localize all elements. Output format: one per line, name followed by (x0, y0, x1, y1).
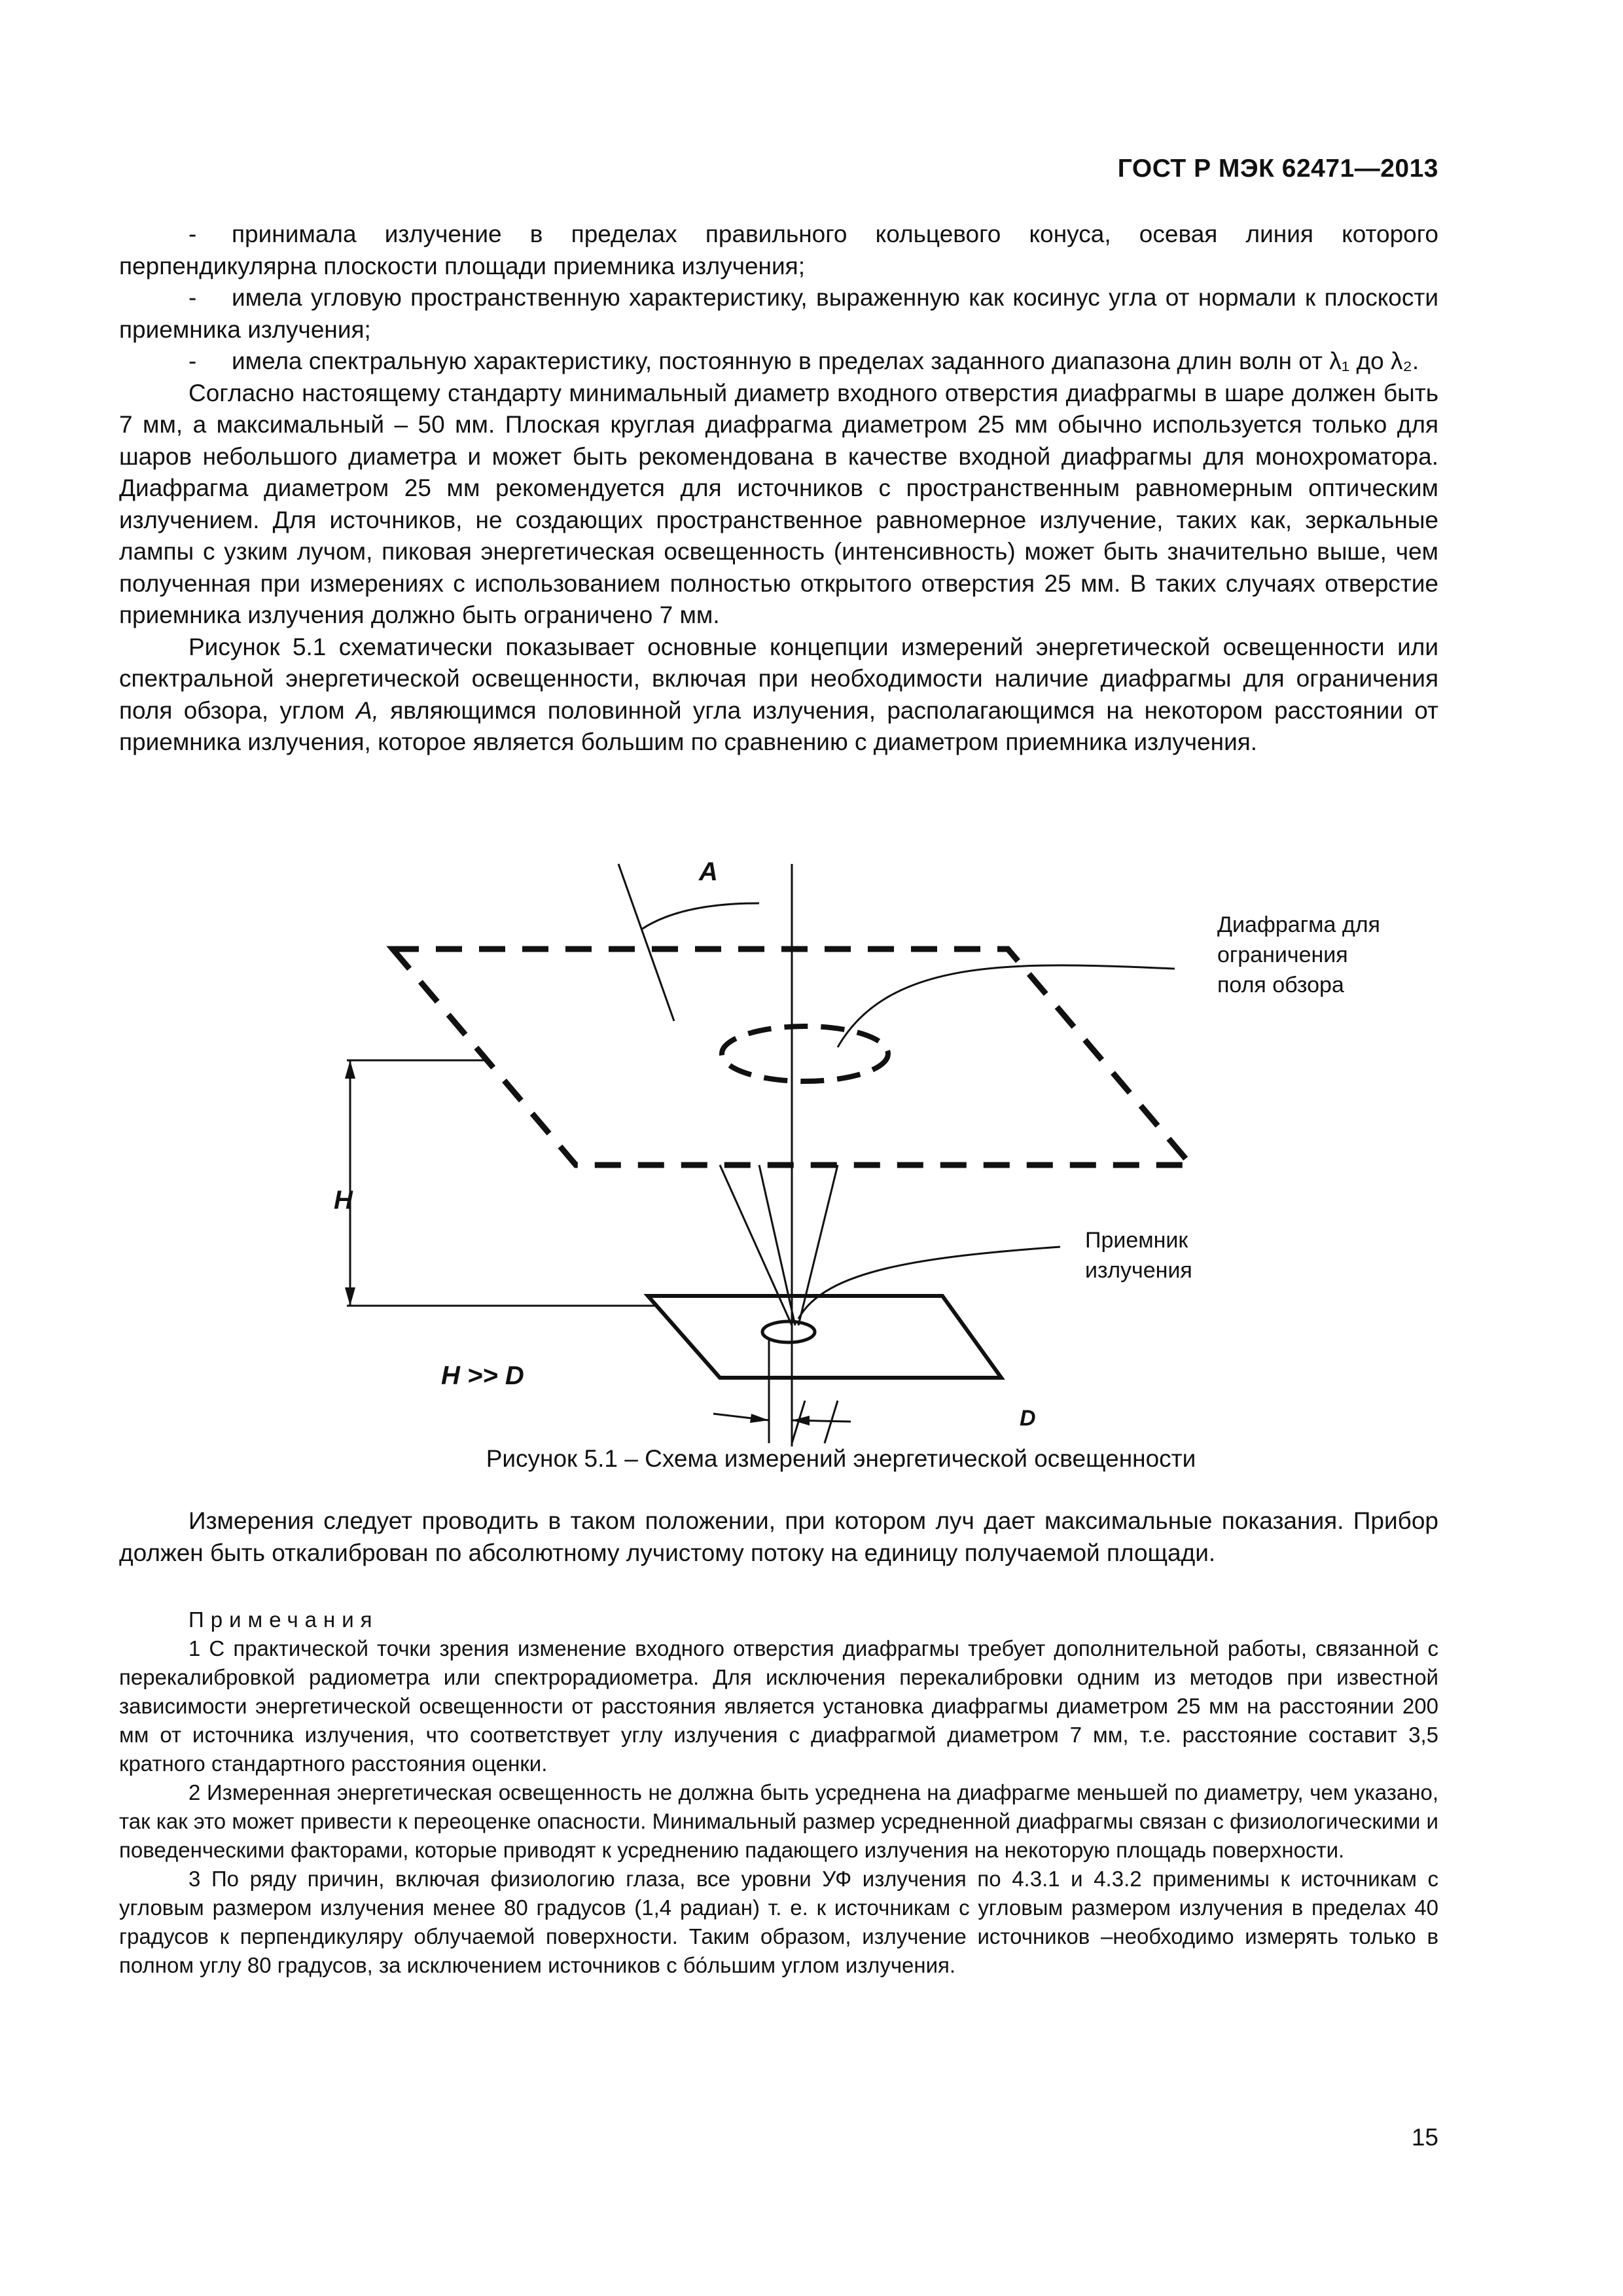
aperture-label-line: ограничения (1217, 942, 1348, 967)
ray-line (798, 1165, 838, 1325)
body-text-after-figure (119, 1505, 1438, 1569)
aperture-label (1217, 910, 1380, 1000)
list-item-text: принимала излучение в пределах правильного кольцевого конуса, осевая линия которого перпендикулярна плоскости площади приемника излучения; (119, 221, 1438, 279)
angle-reference-line (618, 864, 674, 1021)
receiver-label-line: Приемник (1085, 1228, 1188, 1253)
receiver-label-line: излучения (1085, 1258, 1192, 1283)
list-item (119, 282, 1438, 346)
list-item-text: имела спектральную характеристику, постоянную в пределах заданного диапазона длин волн от λ₁ до λ₂. (232, 348, 1419, 374)
note-item: 2 Измеренная энергетическая освещенность не должна быть усреднена на диафрагме меньшей по диаметру, чем указано, так как это может привести к переоценке опасности. Минимальный размер усредненной диафрагмы связан с физиологическими и поведенческими факторами, которые приводят к усреднению падающего излучения на некоторую площадь поверхности. (119, 1780, 1438, 1862)
aperture-label-line: поля обзора (1217, 973, 1344, 997)
receiver-aperture (762, 1321, 815, 1342)
paragraph-text: Рисунок 5.1 схематически показывает основные концепции измерений энергетической освещенности или спектральной энергетической освещенности, включая при необходимости наличие диафрагмы для ограничения поля обзора, углом (119, 633, 1438, 724)
paragraph: Измерения следует проводить в таком положении, при котором луч дает максимальные показания. Прибор должен быть откалиброван по абсолютному лучистому потоку на единицу получаемой площади. (119, 1507, 1438, 1566)
ratio-label: H >> D (441, 1361, 524, 1390)
ray-line (759, 1165, 795, 1325)
paragraph-text: являющимся половинной угла излучения, располагающимся на некотором расстоянии от приемника излучения, которое является большим по сравнению с диаметром приемника излучения. (119, 696, 1438, 755)
list-item (119, 219, 1438, 282)
note-item: 1 С практической точки зрения изменение входного отверстия диафрагмы требует дополнительной работы, связанной с перекалибровкой радиометра или спектрорадиометра. Для исключения перекалибровки одним из методов при известной зависимости энергетической освещенности от расстояния является установка диафрагмы диаметром 25 мм на расстоянии 200 мм от источника излучения, что соответствует углу излучения с диафрагмой диаметром 7 мм, т.е. расстояние составит 3,5 кратного стандартного расстояния оценки. (119, 1636, 1438, 1776)
list-item-text: имела угловую пространственную характеристику, выраженную как косинус угла от нормали к плоскости приемника излучения; (119, 284, 1438, 343)
height-label: H (334, 1186, 353, 1215)
angle-arc (641, 903, 759, 929)
list-dash: - (188, 221, 197, 247)
page-number: 15 (1411, 2124, 1438, 2151)
list-dash: - (188, 284, 197, 311)
notes-section (119, 1605, 1438, 1980)
angle-symbol: A, (355, 696, 379, 724)
h-arrow-bottom (345, 1287, 355, 1306)
notes-title: Примечания (188, 1607, 379, 1632)
figure-caption: Рисунок 5.1 – Схема измерений энергетической освещенности (486, 1445, 1196, 1472)
ray-line (720, 1165, 792, 1325)
list-dash: - (188, 348, 197, 374)
aperture-label-line: Диафрагма для (1217, 912, 1380, 937)
paragraph (119, 632, 1438, 759)
list-item (119, 346, 1438, 378)
receiver-leader-line (798, 1247, 1060, 1319)
receiver-label (1085, 1225, 1192, 1285)
note-item: 3 По ряду причин, включая физиологию глаза, все уровни УФ излучения по 4.3.1 и 4.3.2 применимы к источникам с угловым размером излучения менее 80 градусов (1,4 радиан) т. е. к источникам с угловым размером излучения в пределах 40 градусов к перпендикуляру облучаемой поверхности. Таким образом, излучение источников –необходимо измерять только в полном углу 80 градусов, за исключением источников с бо́льшим углом излучения. (119, 1867, 1438, 1977)
h-arrow-top (345, 1060, 355, 1079)
receiver-plate (648, 1296, 1001, 1378)
aperture-leader-line (838, 965, 1175, 1047)
document-header: ГОСТ Р МЭК 62471—2013 (1117, 154, 1438, 183)
diameter-label: D (1020, 1406, 1036, 1431)
figure-5-1 (288, 851, 1440, 1453)
paragraph: Согласно настоящему стандарту минимальный диаметр входного отверстия диафрагмы в шаре должен быть 7 мм, а максимальный – 50 мм. Плоская круглая диафрагма диаметром 25 мм обычно используется только для шаров небольшого диаметра и может быть рекомендована в качестве входной диафрагмы для монохроматора. Диафрагма диаметром 25 мм рекомендуется для источников с пространственным равномерным оптическим излучением. Для источников, не создающих пространственное равномерное излучение, таких как, зеркальные лампы с узким лучом, пиковая энергетическая освещенность (интенсивность) может быть значительно выше, чем полученная при измерениях с использованием полностью открытого отверстия 25 мм. В таких случаях отверстие приемника излучения должно быть ограничено 7 мм. (119, 379, 1438, 628)
angle-label: A (699, 857, 718, 886)
d-arrow-left (750, 1414, 769, 1423)
aperture-ellipse (722, 1026, 888, 1081)
body-text-top (119, 219, 1438, 759)
